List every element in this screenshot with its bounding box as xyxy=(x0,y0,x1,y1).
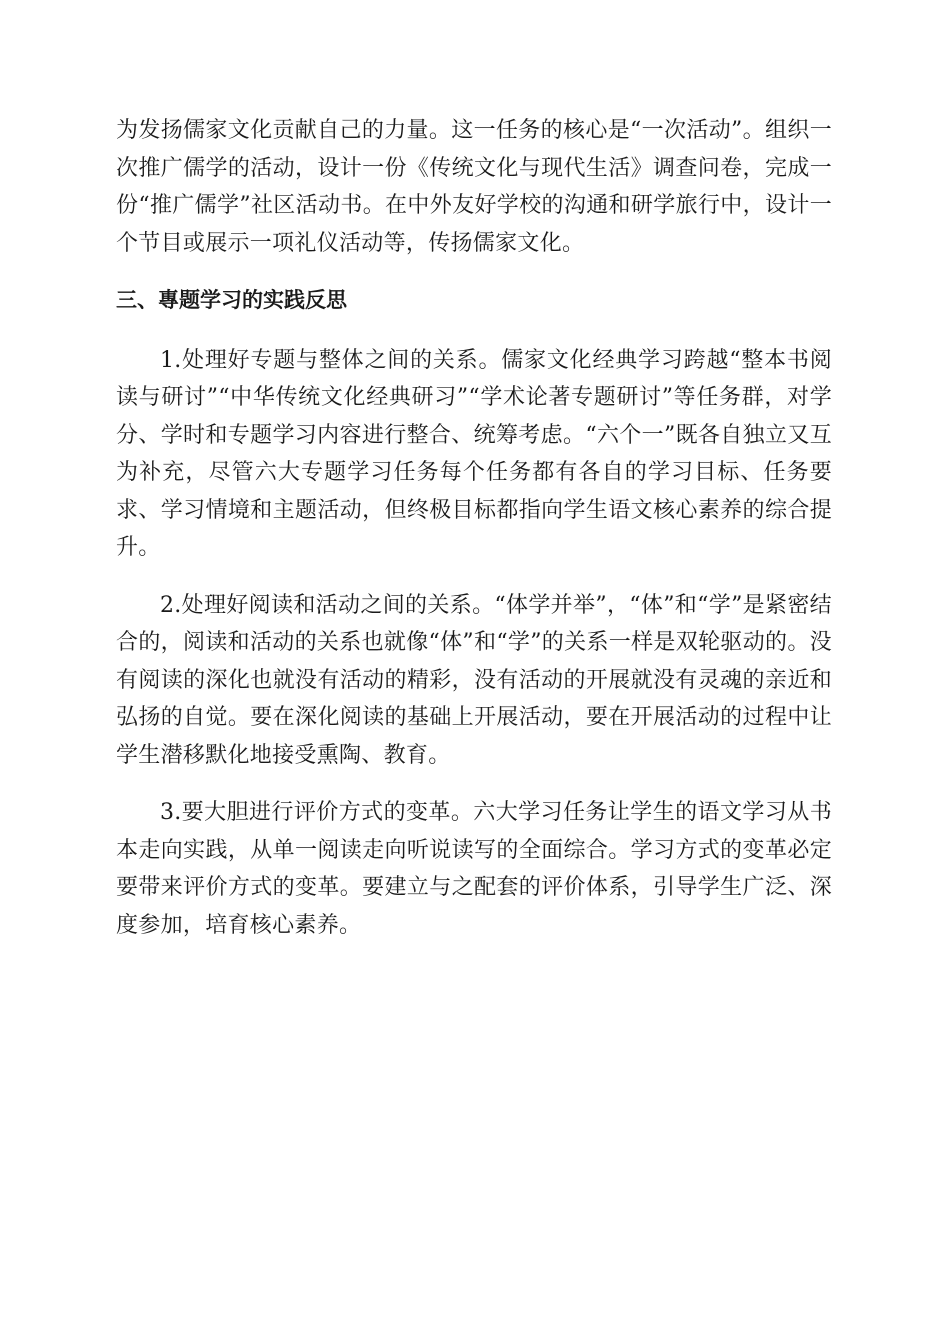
intro-paragraph: 为发扬儒家文化贡献自己的力量。这一任务的核心是“一次活动”。组织一次推广儒学的活动，设计一份《传统文化与现代生活》调查问卷，完成一份“推广儒学”社区活动书。在中外友好学校的沟通和研学旅行中，设计一个节目或展示一项礼仪活动等，传扬儒家文化。 xyxy=(116,118,832,256)
paragraph-3: 3.要大胆进行评价方式的变革。六大学习任务让学生的语文学习从书本走向实践，从单一阅读走向听说读写的全面综合。学习方式的变革必定要带来评价方式的变革。要建立与之配套的评价体系，引导学生广泛、深度参加，培育核心素养。 xyxy=(116,800,832,938)
paragraph-1: 1.处理好专题与整体之间的关系。儒家文化经典学习跨越“整本书阅读与研讨”“中华传统文化经典研习”“学术论著专题研讨”等任务群，对学分、学时和专题学习内容进行整合、统筹考虑。“六个一”既各自独立又互为补充，尽管六大专题学习任务每个任务都有各自的学习目标、任务要求、学习情境和主题活动，但终极目标都指向学生语文核心素养的综合提升。 xyxy=(116,347,832,560)
document-page xyxy=(116,112,832,944)
paragraph-2: 2.处理好阅读和活动之间的关系。“体学并举”，“体”和“学”是紧密结合的，阅读和活动的关系也就像“体”和“学”的关系一样是双轮驱动的。没有阅读的深化也就没有活动的精彩，没有活动的开展就没有灵魂的亲近和弘扬的自觉。要在深化阅读的基础上开展活动，要在开展活动的过程中让学生潜移默化地接受熏陶、教育。 xyxy=(116,592,832,768)
section-heading: 三、專题学习的实践反思 xyxy=(116,288,347,312)
